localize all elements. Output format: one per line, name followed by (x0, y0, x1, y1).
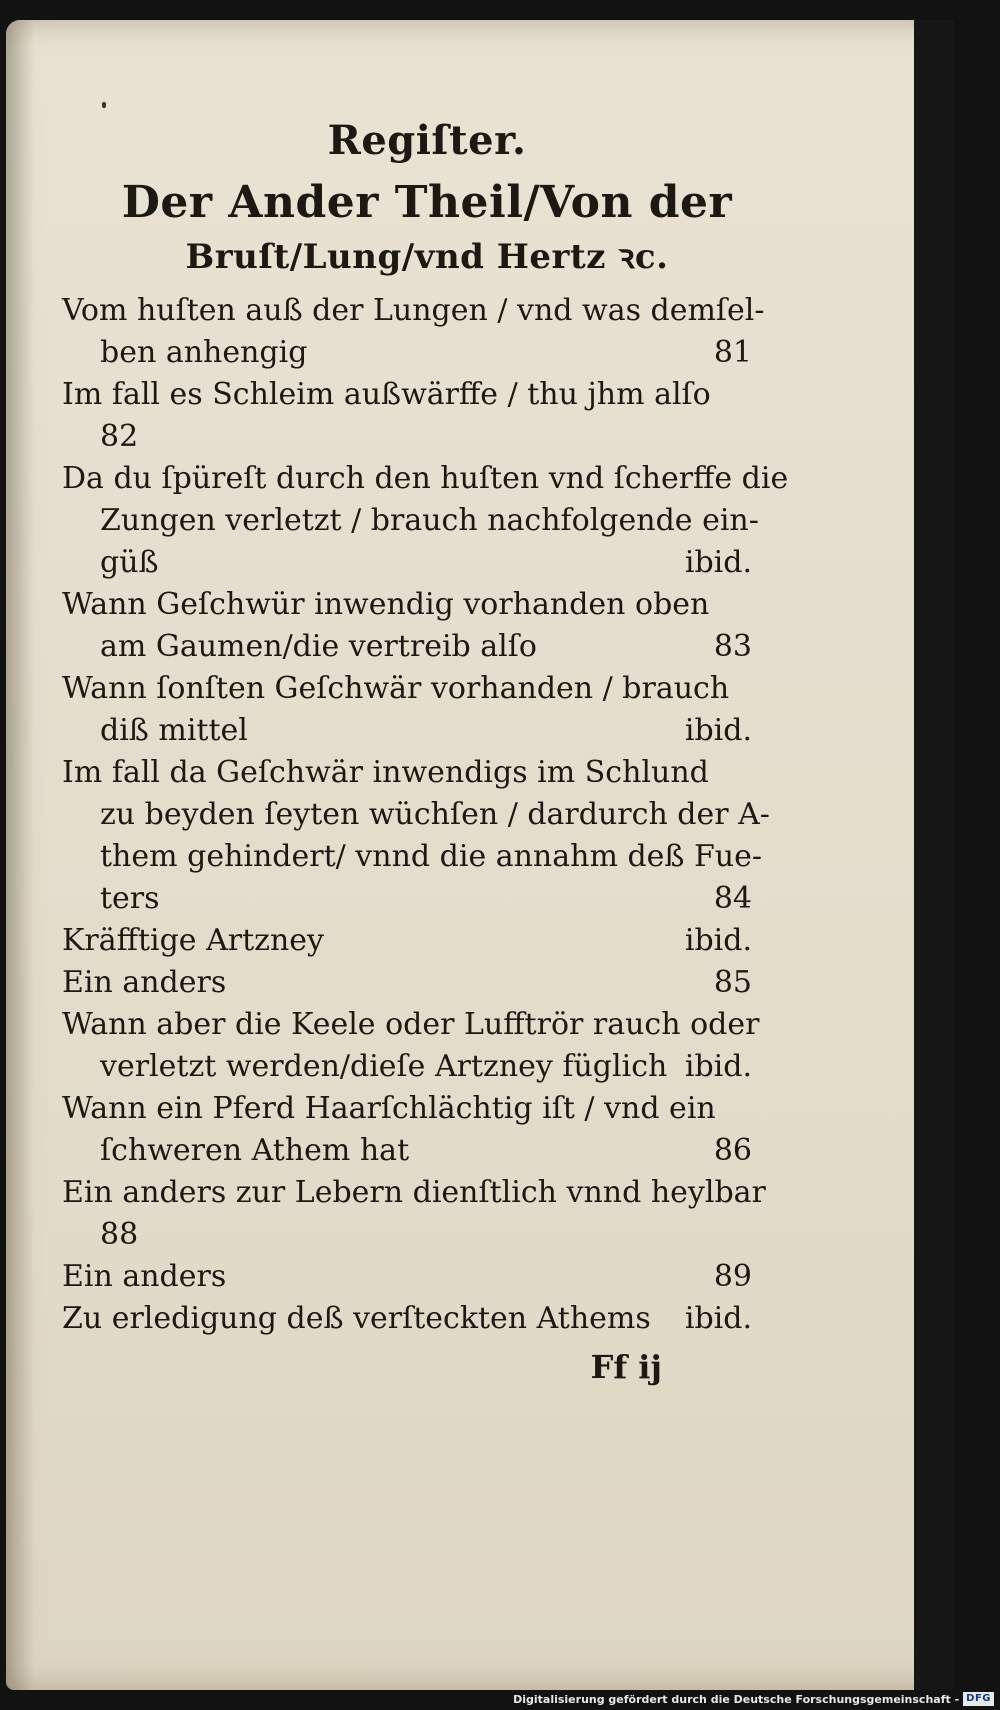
entry-line (62, 794, 770, 836)
page-fold-shadow (6, 20, 34, 1690)
entry-line (62, 710, 752, 752)
entry-line (62, 290, 765, 332)
entry-text: ben anhengig (100, 335, 308, 370)
page-reference: 82 (100, 419, 139, 454)
credit-text: Digitalisierung gefördert durch die Deutsche Forschungsgemeinschaft - (513, 1692, 960, 1706)
entry-line (62, 668, 752, 710)
entry-line (62, 500, 759, 542)
entry-text: Wann ein Pferd Haarſchlächtig iſt / vnd ein (62, 1091, 716, 1126)
part-subtitle: Bruſt/Lung/vnd Hertz ꝛc. (185, 237, 669, 277)
book-spine-edge (914, 20, 954, 1690)
register-heading: Regiſter. (327, 117, 527, 164)
entry-text: ters (100, 881, 160, 916)
entry-line (62, 1214, 752, 1256)
page-reference: ibid. (684, 713, 752, 748)
page-reference: 83 (713, 629, 752, 664)
entry-line (62, 1130, 752, 1172)
register-entry (62, 1088, 752, 1172)
register-entry (62, 752, 770, 920)
register-entry (62, 584, 752, 668)
entry-line (62, 332, 752, 374)
page-reference: ibid. (684, 923, 752, 958)
page-reference: ibid. (684, 545, 752, 580)
register-entry (62, 1256, 752, 1298)
entry-line (62, 752, 752, 794)
page-reference: 85 (713, 965, 752, 1000)
entry-line (62, 836, 763, 878)
entry-line (62, 878, 752, 920)
entry-text: ſchweren Athem hat (100, 1133, 410, 1168)
entry-text: Ein anders (62, 965, 227, 1000)
entry-line (62, 1298, 752, 1340)
entry-line (62, 1046, 752, 1088)
register-entry (62, 458, 789, 584)
register-entry (62, 920, 752, 962)
entry-text: Kräfftige Artzney (62, 923, 324, 958)
entry-text: Im fall es Schleim außwärffe / thu jhm alſo (62, 377, 711, 412)
entry-text: Wann aber die Keele oder Lufftrör rauch oder (62, 1007, 760, 1042)
entry-line (62, 416, 752, 458)
entry-line (62, 1256, 752, 1298)
register-entry (62, 962, 752, 1004)
book-page (6, 20, 954, 1690)
signature-mark: Ff ij (590, 1348, 662, 1386)
page-reference: ibid. (684, 1049, 752, 1084)
entry-line (62, 458, 789, 500)
register-entry (62, 1172, 766, 1256)
entry-text: am Gaumen/die vertreib alſo (100, 629, 537, 664)
entry-line (62, 626, 752, 668)
page-reference: 84 (713, 881, 752, 916)
entry-line (62, 374, 752, 416)
page-reference: 88 (100, 1217, 139, 1252)
register-entry (62, 290, 765, 374)
dfg-logo: DFG (963, 1692, 994, 1706)
entry-text: Wann Geſchwür inwendig vorhanden oben (62, 587, 710, 622)
entry-line (62, 542, 752, 584)
digitization-credit (513, 1690, 994, 1708)
entry-line (62, 1088, 752, 1130)
entry-text: Vom huſten auß der Lungen / vnd was demſel- (62, 293, 765, 328)
register-entry (62, 1004, 760, 1088)
entry-text: Ein anders zur Lebern dienſtlich vnnd heylbar (62, 1175, 766, 1210)
entry-text: Im fall da Geſchwär inwendigs im Schlund (62, 755, 709, 790)
page-reference: 86 (713, 1133, 752, 1168)
entry-text: Zungen verletzt / brauch nachfolgende ein- (100, 503, 759, 538)
entry-text: verletzt werden/dieſe Artzney füglich (100, 1049, 668, 1084)
page-reference: 89 (713, 1259, 752, 1294)
ink-speck (102, 102, 106, 108)
entry-text: them gehindert/ vnnd die annahm deß Fue- (100, 839, 763, 874)
entry-line (62, 1172, 766, 1214)
register-text (62, 117, 789, 1390)
entry-line (62, 584, 752, 626)
part-title: Der Ander Theil/Von der (121, 177, 733, 228)
register-entry (62, 374, 752, 458)
register-entries (62, 290, 789, 1340)
entry-text: diß mittel (100, 713, 248, 748)
page-reference: ibid. (684, 1301, 752, 1336)
entry-text: Zu erledigung deß verſteckten Athems (62, 1301, 651, 1336)
entry-text: Da du ſpüreſt durch den huſten vnd ſcherffe die (62, 461, 789, 496)
register-entry (62, 668, 752, 752)
page-reference: 81 (713, 335, 752, 370)
entry-text: güß (100, 545, 159, 580)
entry-line (62, 1004, 760, 1046)
entry-text: zu beyden ſeyten wüchſen / dardurch der A- (100, 797, 770, 832)
entry-line (62, 962, 752, 1004)
entry-text: Ein anders (62, 1259, 227, 1294)
register-entry (62, 1298, 752, 1340)
entry-text: Wann ſonſten Geſchwär vorhanden / brauch (62, 671, 730, 706)
entry-line (62, 920, 752, 962)
